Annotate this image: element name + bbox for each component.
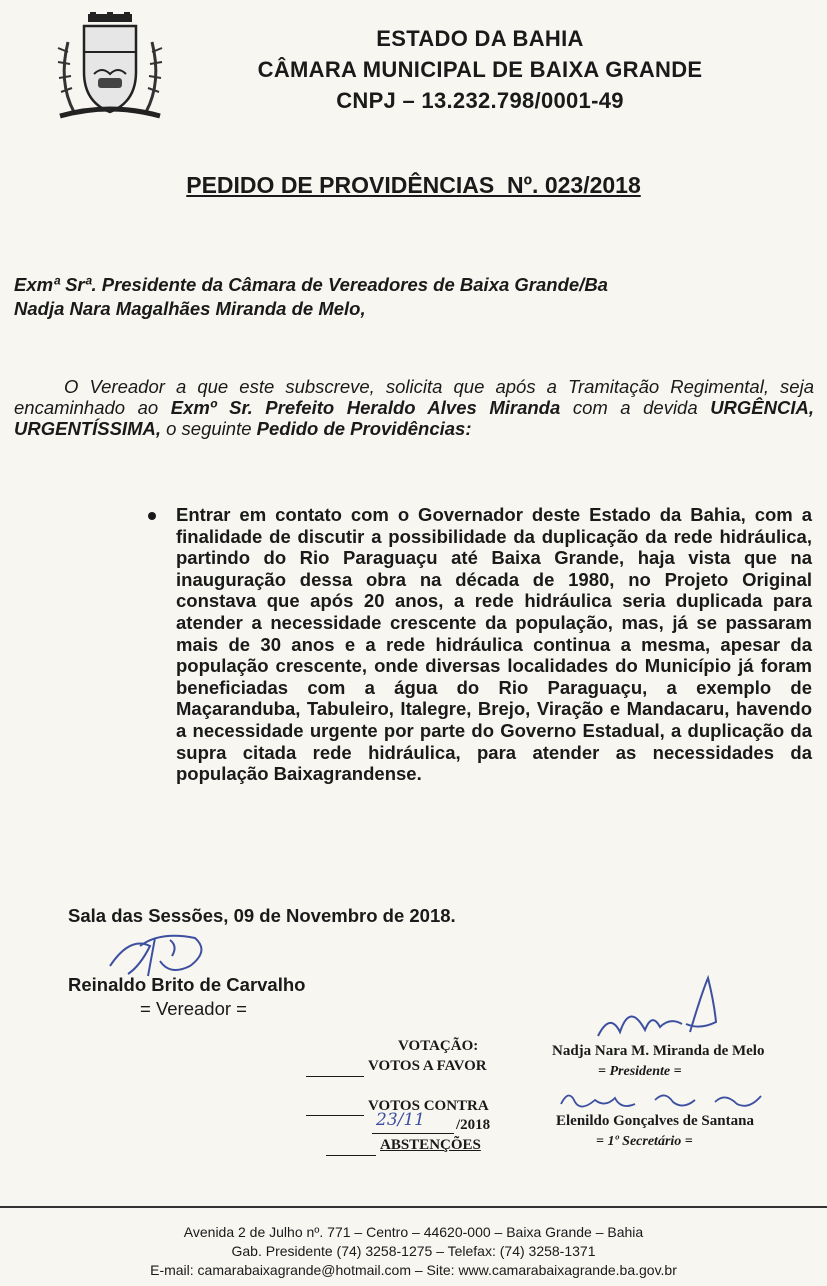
vote-date-line: [372, 1133, 454, 1134]
secretary-name: Elenildo Gonçalves de Santana: [556, 1113, 754, 1129]
abstentions-line: [326, 1155, 376, 1156]
signatory-name: Reinaldo Brito de Carvalho: [68, 974, 306, 995]
secretary-role: = 1º Secretário =: [596, 1134, 693, 1149]
signatory-role: = Vereador =: [140, 998, 247, 1019]
votes-against-line: [306, 1115, 364, 1116]
state-heading: ESTADO DA BAHIA: [376, 26, 584, 51]
footer-divider: [0, 1206, 827, 1208]
footer-phones: Gab. Presidente (74) 3258-1275 – Telefax: (74) 3258-1371: [231, 1243, 596, 1259]
handwritten-vote-date: 23/11: [376, 1110, 425, 1130]
addressee-line-2: Nadja Nara Magalhães Miranda de Melo,: [14, 298, 366, 319]
abstentions-label: ABSTENÇÕES: [380, 1137, 481, 1153]
request-bullet-text: Entrar em contato com o Governador deste Estado da Bahia, com a finalidade de discutir a possibilidade da duplicação da rede hidráulica, partindo do Rio Paraguaçu até Baixa Grande, haja vista que na inauguração dessa obra na década de 1980, no Projeto Original constava que após 20 anos, a rede hidráulica seria duplicada para atender a necessidade crescente da população, mas, já se passaram mais de 30 anos e a rede hidráulica continua a mesma, apesar da população crescente, onde diversas localidades do Município já foram beneficiadas com a água do Rio Paraguaçu, a exemplo de Maçaranduba, Tabuleiro, Italegre, Brejo, Viração e Mandacaru, havendo a necessidade urgente por parte do Governo Estadual, a duplicação da supra citada rede hidráulica, para atender as necessidades da população Baixagrandense.: [176, 504, 812, 785]
coat-of-arms-icon: [44, 12, 176, 124]
session-date-line: Sala das Sessões, 09 de Novembro de 2018.: [68, 905, 456, 926]
president-name: Nadja Nara M. Miranda de Melo: [552, 1043, 765, 1059]
bullet-icon: [148, 512, 156, 520]
intro-paragraph: O Vereador a que este subscreve, solicita que após a Tramitação Regimental, seja encaminhado ao Exmº Sr. Prefeito Heraldo Alves Miranda com a devida URGÊNCIA, URGENTÍSSIMA, o seguinte Pedido de Providências:: [14, 376, 814, 439]
footer-address: Avenida 2 de Julho nº. 771 – Centro – 44620-000 – Baixa Grande – Bahia: [183, 1224, 644, 1240]
vote-year: /2018: [456, 1117, 491, 1133]
addressee-line-1: Exmª Srª. Presidente da Câmara de Vereadores de Baixa Grande/Ba: [14, 274, 608, 295]
voting-title: VOTAÇÃO:: [398, 1038, 479, 1054]
chamber-heading: CÂMARA MUNICIPAL DE BAIXA GRANDE: [257, 57, 703, 82]
votes-for-label: VOTOS A FAVOR: [368, 1058, 487, 1074]
votes-for-line: [306, 1076, 364, 1077]
president-role: = Presidente =: [598, 1064, 682, 1079]
handwritten-signature-president: [590, 972, 730, 1052]
document-title: PEDIDO DE PROVIDÊNCIAS Nº. 023/2018: [186, 172, 641, 198]
votes-against-label: VOTOS CONTRA: [368, 1098, 489, 1114]
cnpj-heading: CNPJ – 13.232.798/0001-49: [336, 88, 624, 113]
footer-contact: E-mail: camarabaixagrande@hotmail.com – Site: www.camarabaixagrande.ba.gov.br: [150, 1262, 677, 1278]
